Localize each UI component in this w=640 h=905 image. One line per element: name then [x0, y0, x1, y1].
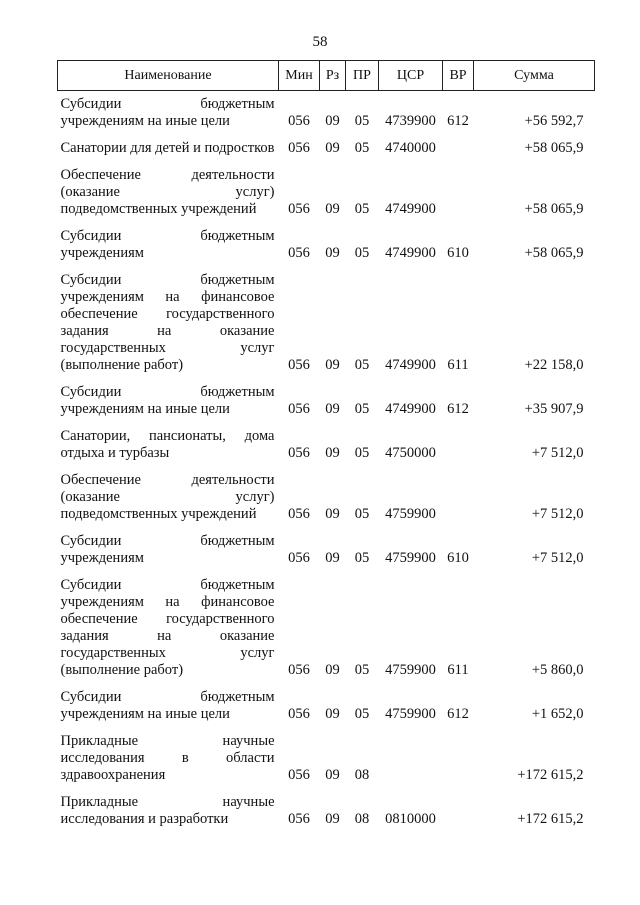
row-rz: 09 [325, 506, 340, 522]
row-pr: 08 [354, 811, 370, 827]
row-min: 056 [288, 811, 310, 827]
row-rz: 09 [325, 401, 340, 417]
row-pr: 05 [354, 357, 370, 373]
row-csr: 4759900 [385, 706, 436, 722]
row-pr: 05 [354, 506, 370, 522]
table-row [58, 267, 595, 379]
row-rz: 09 [325, 662, 340, 678]
row-pr: 05 [354, 201, 370, 217]
page-number: 58 [312, 34, 328, 50]
row-min: 056 [288, 201, 310, 217]
row-vr: 611 [447, 662, 469, 678]
table-row [58, 728, 595, 789]
row-sum: +58 065,9 [524, 245, 584, 261]
table-row [58, 684, 595, 728]
row-csr: 4749900 [385, 245, 436, 261]
row-csr: 4759900 [385, 550, 436, 566]
row-pr: 08 [354, 767, 370, 783]
row-vr [443, 162, 474, 223]
row-vr [443, 789, 474, 833]
header-sum: Сумма [474, 61, 595, 91]
row-rz: 09 [325, 445, 340, 461]
row-pr: 05 [354, 245, 370, 261]
row-sum: +7 512,0 [531, 506, 584, 522]
table-row [58, 91, 595, 136]
row-sum: +35 907,9 [524, 401, 584, 417]
row-name: Санатории для детей и подростков [60, 140, 275, 156]
row-pr: 05 [354, 706, 370, 722]
row-sum: +7 512,0 [531, 445, 584, 461]
table-row [58, 379, 595, 423]
row-name: Субсидии бюджетным учреждениям на финансовое обеспечение государственного задания на оказание государственных услуг (выполнение работ) [60, 272, 275, 373]
row-csr [379, 728, 443, 789]
row-name: Субсидии бюджетным учреждениям [60, 228, 275, 261]
row-min: 056 [288, 550, 310, 566]
header-name: Наименование [58, 61, 279, 91]
table-row [58, 467, 595, 528]
row-name: Прикладные научные исследования и разработки [60, 794, 275, 827]
row-min: 056 [288, 445, 310, 461]
row-rz: 09 [325, 767, 340, 783]
row-min: 056 [288, 245, 310, 261]
row-csr: 0810000 [385, 811, 436, 827]
row-rz: 09 [325, 811, 340, 827]
row-pr: 05 [354, 401, 370, 417]
row-name: Субсидии бюджетным учреждениям на иные цели [60, 689, 275, 722]
row-rz: 09 [325, 550, 340, 566]
row-sum: +172 615,2 [517, 767, 584, 783]
row-rz: 09 [325, 113, 340, 129]
table-row [58, 423, 595, 467]
header-vr: ВР [443, 61, 474, 91]
row-csr: 4759900 [385, 506, 436, 522]
table-row [58, 223, 595, 267]
row-vr: 612 [447, 113, 469, 129]
row-min: 056 [288, 113, 310, 129]
row-pr: 05 [354, 140, 370, 156]
row-vr [443, 423, 474, 467]
row-rz: 09 [325, 201, 340, 217]
row-vr: 610 [447, 245, 469, 261]
row-min: 056 [288, 506, 310, 522]
table-row [58, 162, 595, 223]
row-csr: 4749900 [385, 401, 436, 417]
table-row [58, 135, 595, 162]
row-min: 056 [288, 401, 310, 417]
row-vr: 611 [447, 357, 469, 373]
row-csr: 4750000 [385, 445, 436, 461]
row-rz: 09 [325, 706, 340, 722]
row-vr [443, 728, 474, 789]
row-vr: 612 [447, 401, 469, 417]
table-row [58, 528, 595, 572]
row-name: Субсидии бюджетным учреждениям [60, 533, 275, 566]
header-rz: Рз [320, 61, 346, 91]
table-row [58, 789, 595, 833]
row-csr: 4759900 [385, 662, 436, 678]
row-pr: 05 [354, 445, 370, 461]
row-rz: 09 [325, 357, 340, 373]
row-vr [443, 467, 474, 528]
row-name: Субсидии бюджетным учреждениям на финансовое обеспечение государственного задания на оказание государственных услуг (выполнение работ) [60, 577, 275, 678]
row-sum: +172 615,2 [517, 811, 584, 827]
row-vr [443, 135, 474, 162]
row-vr: 610 [447, 550, 469, 566]
table-row [58, 572, 595, 684]
row-min: 056 [288, 767, 310, 783]
row-csr: 4749900 [385, 201, 436, 217]
row-min: 056 [288, 706, 310, 722]
header-csr: ЦСР [379, 61, 443, 91]
header-min: Мин [279, 61, 320, 91]
row-pr: 05 [354, 550, 370, 566]
row-min: 056 [288, 140, 310, 156]
row-sum: +1 652,0 [531, 706, 584, 722]
row-name: Субсидии бюджетным учреждениям на иные цели [60, 384, 275, 417]
row-sum: +5 860,0 [531, 662, 584, 678]
row-rz: 09 [325, 245, 340, 261]
row-min: 056 [288, 357, 310, 373]
row-rz: 09 [325, 140, 340, 156]
row-sum: +22 158,0 [524, 357, 584, 373]
row-min: 056 [288, 662, 310, 678]
row-sum: +58 065,9 [524, 201, 584, 217]
row-sum: +7 512,0 [531, 550, 584, 566]
row-name: Субсидии бюджетным учреждениям на иные цели [60, 96, 275, 129]
row-name: Обеспечение деятельности (оказание услуг) подведомственных учреждений [60, 167, 275, 217]
row-pr: 05 [354, 113, 370, 129]
row-vr: 612 [447, 706, 469, 722]
header-pr: ПР [346, 61, 379, 91]
row-csr: 4749900 [385, 357, 436, 373]
budget-table [57, 60, 595, 833]
row-pr: 05 [354, 662, 370, 678]
row-sum: +56 592,7 [524, 113, 584, 129]
table-header-row [58, 61, 595, 91]
row-csr: 4739900 [385, 113, 436, 129]
row-sum: +58 065,9 [524, 140, 584, 156]
row-name: Обеспечение деятельности (оказание услуг) подведомственных учреждений [60, 472, 275, 522]
row-name: Санатории, пансионаты, дома отдыха и турбазы [60, 428, 275, 461]
row-csr: 4740000 [385, 140, 436, 156]
row-name: Прикладные научные исследования в области здравоохранения [60, 733, 275, 783]
